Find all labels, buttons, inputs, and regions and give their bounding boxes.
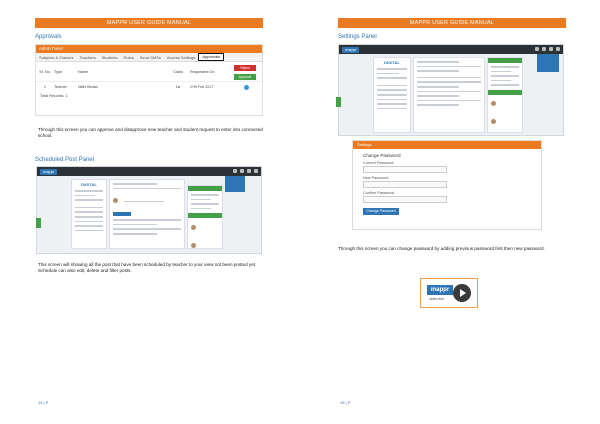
col-requested-on: Requested On xyxy=(190,69,215,74)
tab-teachers[interactable]: Teachers xyxy=(79,54,96,60)
right-widgets xyxy=(187,185,223,249)
dropdown-menu[interactable] xyxy=(225,176,245,192)
app-topbar xyxy=(339,45,563,54)
page-number-right: 15 | P xyxy=(340,400,351,405)
row-type: Teacher xyxy=(54,85,67,89)
approvals-title: Approvals xyxy=(35,34,62,40)
tab-students[interactable]: Students xyxy=(101,54,118,60)
settings-description: Through this screen you can change password by adding previous password first then new password. xyxy=(338,246,545,251)
admin-tabs xyxy=(36,53,262,62)
tab-approvals[interactable]: Approvals xyxy=(198,53,224,61)
row-class: 1st xyxy=(175,85,181,89)
mappr-logo: mappr xyxy=(342,47,359,53)
row-date: 27th Feb 2017 xyxy=(190,85,214,89)
school-sidebar xyxy=(71,179,107,249)
tab-send-sms[interactable]: Send SMSs xyxy=(139,54,161,60)
mappr-logo: mappr xyxy=(40,169,57,175)
settings-screenshot xyxy=(338,44,564,136)
scheduled-screenshot xyxy=(36,166,262,254)
col-name: Name xyxy=(78,69,89,74)
page-header: MAPPR USER GUIDE MANUAL xyxy=(35,18,263,28)
total-records: Total Records: 1 xyxy=(40,94,68,98)
toolbar-icons xyxy=(233,169,258,174)
scheduled-feed xyxy=(109,179,185,249)
current-password-input[interactable] xyxy=(363,166,447,173)
tab-roles[interactable]: Roles xyxy=(123,54,134,60)
confirm-password-label: Confirm Password xyxy=(363,191,395,195)
select-checkbox[interactable] xyxy=(244,85,249,90)
post-button[interactable] xyxy=(113,212,131,216)
plus-icon[interactable] xyxy=(535,47,539,51)
settings-title: Settings Panel xyxy=(338,34,377,40)
mail-icon[interactable] xyxy=(549,47,553,51)
new-password-label: New Password xyxy=(363,176,389,180)
school-name: DIGITAL xyxy=(384,60,400,65)
approvals-description: Through this screen you can approve and disapprove new teacher and student request to enter into connected school. xyxy=(38,127,263,138)
feedback-tab[interactable] xyxy=(336,97,341,107)
change-password-button[interactable]: Change Password xyxy=(363,208,399,215)
right-widgets xyxy=(487,57,523,133)
bell-icon[interactable] xyxy=(542,47,546,51)
video-link[interactable] xyxy=(420,278,478,308)
confirm-password-input[interactable] xyxy=(363,196,447,203)
mail-icon[interactable] xyxy=(247,169,251,173)
page-number: 14 | P xyxy=(38,400,49,405)
tab-access-settings[interactable]: Access Settings xyxy=(166,54,196,60)
school-name: DIGITAL xyxy=(81,182,97,187)
school-sidebar xyxy=(373,57,411,133)
approve-button[interactable]: Approve xyxy=(234,74,256,80)
scheduled-title: Scheduled Post Panel xyxy=(35,157,95,163)
tab-subjects[interactable]: Subjects & Classes xyxy=(39,54,74,60)
approvals-panel xyxy=(35,44,263,116)
reject-button[interactable]: Reject xyxy=(234,65,256,71)
row-no: 1 xyxy=(44,85,46,89)
table-header xyxy=(36,62,262,82)
scheduled-description: This screen will showing all the post that have been scheduled by teacher to your view not been posted yet. Schedule can also edit, delete and filter posts. xyxy=(38,262,257,273)
user-icon[interactable] xyxy=(254,169,258,173)
table-row xyxy=(36,82,262,92)
col-class: Class xyxy=(173,69,183,74)
mappr-video-logo: mappr xyxy=(427,285,453,295)
plus-icon[interactable] xyxy=(233,169,237,173)
new-password-input[interactable] xyxy=(363,181,447,188)
change-password-heading: Change Password xyxy=(363,153,401,158)
feed-panel xyxy=(413,57,485,133)
bell-icon[interactable] xyxy=(240,169,244,173)
play-icon[interactable] xyxy=(453,284,471,302)
current-password-label: Current Password xyxy=(363,161,394,165)
settings-bar: Settings xyxy=(353,141,541,149)
settings-panel xyxy=(352,140,542,230)
row-name: Nidhi Bedad xyxy=(78,85,98,89)
admin-panel-bar: Admin Panel xyxy=(36,45,262,53)
toolbar-icons xyxy=(535,47,560,52)
dropdown-menu[interactable] xyxy=(537,54,559,72)
col-sr-no: Sr. No. xyxy=(39,69,51,74)
user-icon[interactable] xyxy=(556,47,560,51)
feedback-tab[interactable] xyxy=(36,218,41,228)
col-type: Type xyxy=(54,69,63,74)
app-topbar xyxy=(37,167,261,176)
video-caption: video link xyxy=(429,297,444,301)
page-header-right: MAPPR USER GUIDE MANUAL xyxy=(338,18,566,28)
